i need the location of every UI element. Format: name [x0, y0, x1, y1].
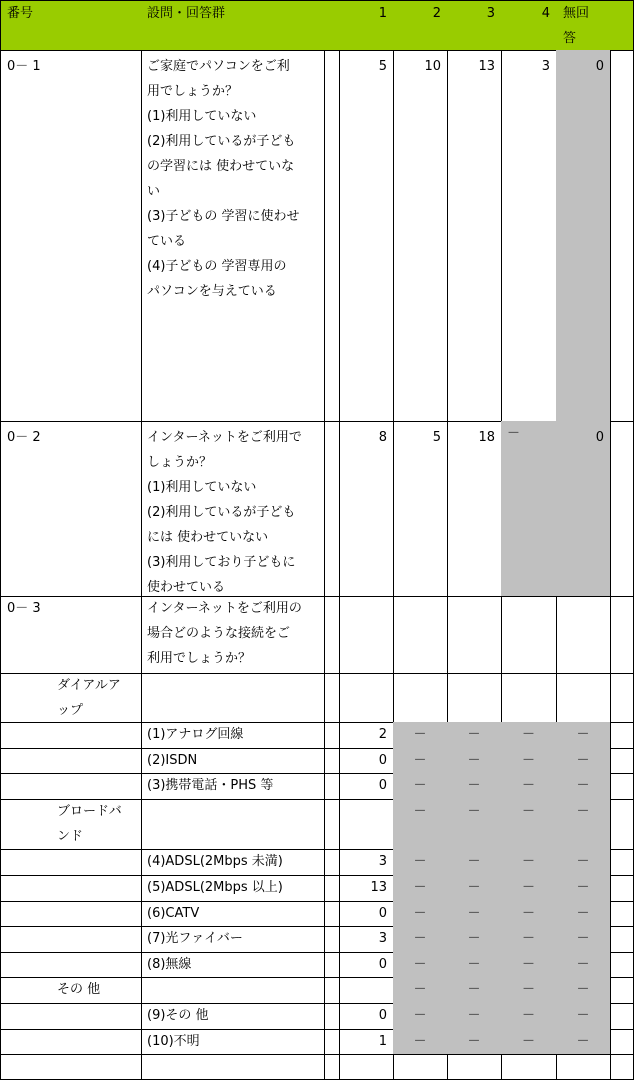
value-cell	[556, 773, 611, 800]
question-line: しょうか？	[147, 455, 213, 470]
header-label: 番号	[7, 6, 34, 21]
value-cell	[393, 722, 448, 749]
blank-cell	[324, 926, 340, 953]
header-label: 3	[486, 6, 495, 21]
question-line: 利用でしょうか？	[147, 651, 252, 666]
value-cell	[393, 849, 448, 876]
blank-cell	[324, 849, 340, 876]
value-cell	[393, 952, 448, 978]
header-label: 設問・回答群	[147, 6, 226, 21]
blank-cell	[0, 875, 142, 902]
blank-cell	[0, 1029, 142, 1055]
dash-value: －	[521, 727, 535, 742]
question-line: (4)子どもの 学習専用の	[147, 259, 287, 274]
value-cell	[393, 977, 448, 1004]
question-line: (1)利用していない	[147, 109, 257, 124]
blank-cell	[0, 926, 142, 953]
dash-value: －	[576, 753, 590, 768]
header-label: 4	[541, 6, 550, 21]
item-label-cell	[141, 926, 325, 953]
value-cell	[556, 849, 611, 876]
spacer-cell	[610, 50, 634, 422]
item-label: (3)携帯電話・PHS 等	[147, 778, 274, 793]
blank-cell	[324, 1029, 340, 1055]
dash-value: －	[507, 426, 521, 441]
value-cell	[447, 773, 502, 800]
header-no-answer	[556, 0, 611, 51]
dash-value: －	[413, 854, 427, 869]
value-cell	[501, 748, 557, 774]
count-value: 0	[378, 1008, 387, 1023]
blank-cell	[339, 1054, 394, 1080]
question-line: インターネットをご利用で	[147, 430, 302, 445]
dash-value: －	[576, 804, 590, 819]
question-number	[0, 50, 142, 422]
header-label: 無回	[563, 6, 590, 21]
count-value: 0	[378, 906, 387, 921]
value-cell	[393, 1029, 448, 1055]
question-line: ている	[147, 234, 187, 249]
value-cell	[501, 799, 557, 850]
group-label: ダイアルア	[57, 678, 121, 693]
dash-value: －	[521, 982, 535, 997]
dash-value: －	[521, 931, 535, 946]
value-cell	[501, 849, 557, 876]
value-cell	[556, 799, 611, 850]
value-cell	[556, 673, 611, 723]
blank-cell	[324, 421, 340, 597]
value-cell	[339, 977, 394, 1004]
value-cell	[393, 773, 448, 800]
spacer-cell	[610, 596, 634, 674]
count-value: 13	[370, 880, 387, 895]
item-label: (8)無線	[147, 957, 192, 972]
dash-value: －	[413, 906, 427, 921]
value-cell	[447, 673, 502, 723]
value-cell	[339, 952, 394, 978]
dash-value: －	[467, 957, 481, 972]
dash-value: －	[521, 854, 535, 869]
count-value: 3	[378, 854, 387, 869]
value-cell	[393, 50, 448, 422]
item-label-cell	[141, 901, 325, 927]
item-label-cell	[141, 773, 325, 800]
blank-cell	[0, 773, 142, 800]
dash-value: －	[413, 778, 427, 793]
spacer-cell	[610, 673, 634, 723]
question-line: パソコンを与えている	[147, 284, 277, 299]
question-text	[141, 50, 325, 422]
blank-cell	[324, 1054, 340, 1080]
value-cell	[339, 901, 394, 927]
group-label: ブロードバ	[57, 804, 122, 819]
question-text	[141, 421, 325, 597]
value-cell	[447, 1003, 502, 1030]
dash-value: －	[521, 804, 535, 819]
value-cell	[501, 901, 557, 927]
group-label: その 他	[57, 982, 101, 997]
item-label: (10)不明	[147, 1034, 200, 1049]
question-line: (3)利用しており子どもに	[147, 555, 296, 570]
spacer-cell	[610, 901, 634, 927]
dash-value: －	[413, 804, 427, 819]
value-cell	[447, 596, 502, 674]
value-cell	[393, 596, 448, 674]
value-cell	[393, 875, 448, 902]
dash-value: －	[576, 854, 590, 869]
group-label: ップ	[57, 703, 84, 718]
spacer-cell	[610, 722, 634, 749]
dash-value: －	[467, 753, 481, 768]
spacer-cell	[610, 977, 634, 1004]
header-choice-2	[393, 0, 448, 51]
blank-cell	[324, 596, 340, 674]
dash-value: －	[413, 1034, 427, 1049]
count-value: 2	[378, 727, 387, 742]
question-number	[0, 421, 142, 597]
value-cell	[339, 50, 394, 422]
blank-cell	[0, 849, 142, 876]
value-cell	[556, 1029, 611, 1055]
count-value: 3	[378, 931, 387, 946]
value-cell	[447, 421, 502, 597]
dash-value: －	[521, 778, 535, 793]
blank-cell	[324, 50, 340, 422]
dash-value: －	[467, 1034, 481, 1049]
value-cell	[447, 748, 502, 774]
item-label-cell	[141, 722, 325, 749]
item-label-cell	[141, 748, 325, 774]
value-cell	[501, 50, 557, 422]
question-line: 使わせている	[147, 580, 226, 595]
question-line: 場合どのような接続をご	[147, 626, 291, 641]
dash-value: －	[521, 880, 535, 895]
dash-value: －	[413, 753, 427, 768]
value-cell	[339, 722, 394, 749]
dash-value: －	[413, 727, 427, 742]
dash-value: －	[467, 727, 481, 742]
spacer-cell	[610, 773, 634, 800]
item-label-cell	[141, 1003, 325, 1030]
header-label: 1	[378, 6, 387, 21]
value-cell	[447, 722, 502, 749]
count-value: 3	[541, 59, 550, 74]
header-choice-4	[501, 0, 557, 51]
value-cell	[556, 901, 611, 927]
blank-cell	[324, 722, 340, 749]
count-value: 10	[424, 59, 441, 74]
dash-value: －	[413, 957, 427, 972]
spacer-cell	[610, 1003, 634, 1030]
value-cell	[556, 1003, 611, 1030]
spacer-cell	[610, 799, 634, 850]
value-cell	[447, 849, 502, 876]
question-line: (1)利用していない	[147, 480, 257, 495]
value-cell	[339, 773, 394, 800]
count-value: 18	[478, 430, 495, 445]
dash-value: －	[576, 906, 590, 921]
blank-cell	[324, 977, 340, 1004]
question-line: 用でしょうか？	[147, 84, 239, 99]
value-cell	[339, 926, 394, 953]
item-label-cell	[141, 849, 325, 876]
value-cell	[501, 875, 557, 902]
value-cell	[556, 421, 611, 597]
question-line: インターネットをご利用の	[147, 601, 302, 616]
blank-cell	[324, 952, 340, 978]
group-label-cell	[0, 673, 142, 723]
question-line: (3)子どもの 学習に使わせ	[147, 209, 300, 224]
item-label: (2)ISDN	[147, 753, 198, 768]
value-cell	[393, 421, 448, 597]
header-question	[141, 0, 325, 51]
blank-cell	[324, 673, 340, 723]
item-label: (6)CATV	[147, 906, 200, 921]
value-cell	[393, 799, 448, 850]
count-value: 8	[378, 430, 387, 445]
value-cell	[501, 596, 557, 674]
value-cell	[339, 849, 394, 876]
value-cell	[339, 596, 394, 674]
value-cell	[393, 748, 448, 774]
item-label: (4)ADSL(2Mbps 未満)	[147, 854, 283, 869]
value-cell	[447, 977, 502, 1004]
value-cell	[339, 875, 394, 902]
value-cell	[556, 596, 611, 674]
blank-cell	[0, 722, 142, 749]
dash-value: －	[521, 1034, 535, 1049]
value-cell	[556, 748, 611, 774]
group-label: ンド	[57, 829, 84, 844]
value-cell	[447, 952, 502, 978]
blank-cell	[324, 875, 340, 902]
question-number-text: 0－ 2	[7, 430, 41, 445]
value-cell	[501, 1003, 557, 1030]
value-cell	[393, 1003, 448, 1030]
question-number-text: 0－ 3	[7, 601, 41, 616]
dash-value: －	[413, 1008, 427, 1023]
value-cell	[501, 421, 557, 597]
value-cell	[339, 799, 394, 850]
item-label: (9)その 他	[147, 1008, 209, 1023]
value-cell	[339, 748, 394, 774]
count-value: 0	[378, 957, 387, 972]
blank-cell	[324, 799, 340, 850]
dash-value: －	[576, 982, 590, 997]
spacer-cell	[610, 748, 634, 774]
blank-cell	[610, 1054, 634, 1080]
question-line: (2)利用しているが子ども	[147, 134, 296, 149]
value-cell	[501, 673, 557, 723]
dash-value: －	[521, 906, 535, 921]
value-cell	[339, 421, 394, 597]
dash-value: －	[467, 804, 481, 819]
item-label: (5)ADSL(2Mbps 以上)	[147, 880, 283, 895]
blank-cell	[141, 977, 325, 1004]
value-cell	[447, 1029, 502, 1055]
dash-value: －	[576, 727, 590, 742]
item-label: (7)光ファイバー	[147, 931, 243, 946]
blank-cell	[141, 673, 325, 723]
value-cell	[447, 875, 502, 902]
value-cell	[447, 926, 502, 953]
value-cell	[501, 926, 557, 953]
spacer-cell	[610, 952, 634, 978]
blank-cell	[141, 799, 325, 850]
value-cell	[339, 1003, 394, 1030]
dash-value: －	[576, 931, 590, 946]
question-number-text: 0－ 1	[7, 59, 41, 74]
header-label: 2	[432, 6, 441, 21]
dash-value: －	[467, 880, 481, 895]
blank-cell	[0, 1054, 142, 1080]
dash-value: －	[467, 982, 481, 997]
value-cell	[556, 722, 611, 749]
count-value: 0	[595, 59, 604, 74]
item-label-cell	[141, 952, 325, 978]
item-label-cell	[141, 1029, 325, 1055]
spacer-cell	[610, 1029, 634, 1055]
spacer-cell	[610, 849, 634, 876]
blank-cell	[324, 901, 340, 927]
blank-cell	[393, 1054, 448, 1080]
dash-value: －	[467, 931, 481, 946]
spacer-cell	[610, 875, 634, 902]
question-line: ご家庭でパソコンをご利	[147, 59, 290, 74]
question-number	[0, 596, 142, 674]
blank-cell	[447, 1054, 502, 1080]
count-value: 13	[478, 59, 495, 74]
value-cell	[556, 926, 611, 953]
blank-cell	[0, 952, 142, 978]
header-label: 答	[563, 31, 577, 46]
blank-cell	[0, 1003, 142, 1030]
header-number	[0, 0, 142, 51]
value-cell	[501, 952, 557, 978]
blank-cell	[141, 1054, 325, 1080]
value-cell	[556, 50, 611, 422]
dash-value: －	[413, 931, 427, 946]
header-choice-3	[447, 0, 502, 51]
value-cell	[393, 926, 448, 953]
blank-cell	[324, 748, 340, 774]
count-value: 5	[432, 430, 441, 445]
value-cell	[556, 952, 611, 978]
blank-cell	[556, 1054, 611, 1080]
blank-cell	[0, 901, 142, 927]
header-spacer	[610, 0, 634, 51]
value-cell	[447, 901, 502, 927]
question-line: には 使わせていない	[147, 530, 269, 545]
value-cell	[393, 673, 448, 723]
item-label-cell	[141, 875, 325, 902]
dash-value: －	[413, 880, 427, 895]
value-cell	[393, 901, 448, 927]
blank-cell	[324, 1003, 340, 1030]
count-value: 0	[378, 778, 387, 793]
value-cell	[447, 799, 502, 850]
blank-cell	[0, 748, 142, 774]
item-label: (1)アナログ回線	[147, 727, 244, 742]
dash-value: －	[576, 957, 590, 972]
value-cell	[447, 50, 502, 422]
value-cell	[501, 773, 557, 800]
dash-value: －	[467, 778, 481, 793]
question-text	[141, 596, 325, 674]
count-value: 1	[378, 1034, 387, 1049]
spacer-cell	[610, 421, 634, 597]
value-cell	[501, 722, 557, 749]
dash-value: －	[576, 1034, 590, 1049]
count-value: 0	[378, 753, 387, 768]
header-blank	[324, 0, 340, 51]
dash-value: －	[467, 1008, 481, 1023]
value-cell	[556, 977, 611, 1004]
dash-value: －	[467, 854, 481, 869]
dash-value: －	[576, 880, 590, 895]
dash-value: －	[576, 1008, 590, 1023]
value-cell	[339, 673, 394, 723]
group-label-cell	[0, 977, 142, 1004]
value-cell	[339, 1029, 394, 1055]
question-line: (2)利用しているが子ども	[147, 505, 296, 520]
dash-value: －	[467, 906, 481, 921]
dash-value: －	[413, 982, 427, 997]
dash-value: －	[521, 1008, 535, 1023]
dash-value: －	[521, 957, 535, 972]
value-cell	[501, 977, 557, 1004]
question-line: い	[147, 184, 161, 199]
count-value: 0	[595, 430, 604, 445]
value-cell	[556, 875, 611, 902]
spacer-cell	[610, 926, 634, 953]
group-label-cell	[0, 799, 142, 850]
blank-cell	[501, 1054, 557, 1080]
count-value: 5	[378, 59, 387, 74]
header-choice-1	[339, 0, 394, 51]
dash-value: －	[576, 778, 590, 793]
value-cell	[501, 1029, 557, 1055]
dash-value: －	[521, 753, 535, 768]
blank-cell	[324, 773, 340, 800]
question-line: の学習には 使わせていな	[147, 159, 295, 174]
